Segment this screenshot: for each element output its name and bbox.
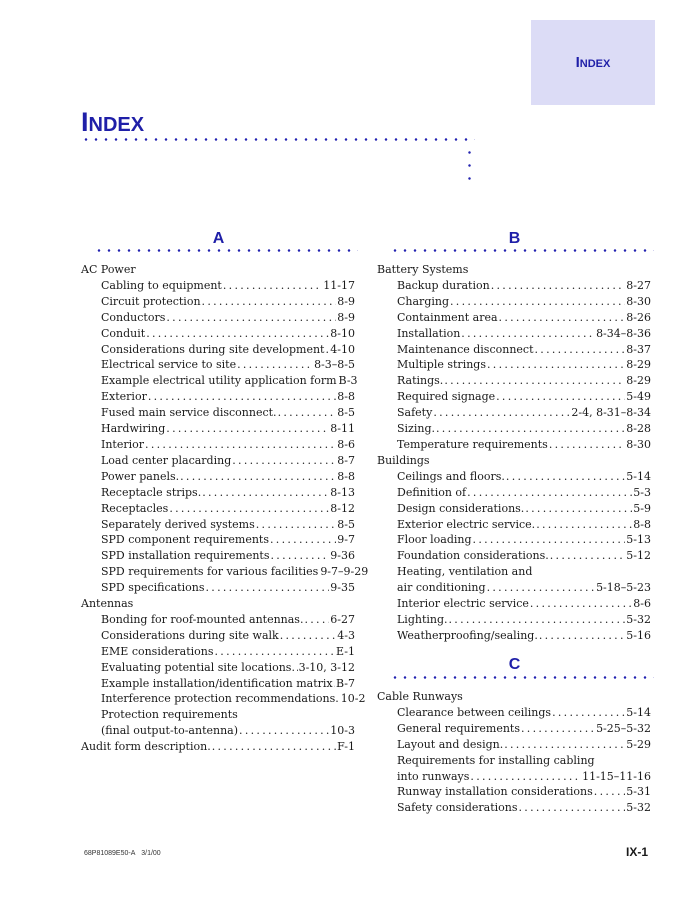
dot-leader	[506, 469, 625, 485]
dot-leader	[525, 501, 632, 517]
dot-leader	[487, 357, 625, 373]
index-entry	[81, 691, 366, 707]
index-entry-page: 8-9	[337, 294, 355, 308]
index-entry-text: Bonding for roof-mounted antennas.	[101, 612, 304, 626]
index-entry	[377, 800, 651, 816]
index-entry-page: 8-8	[633, 517, 651, 531]
index-heading: AC Power	[81, 263, 136, 276]
footer-doc-info	[84, 850, 161, 857]
index-entry-page: 8-34–8-36	[596, 326, 651, 340]
index-entry-text: Requirements for installing cabling	[397, 753, 595, 767]
footer-date: 3/1/00	[141, 850, 161, 857]
index-entry-page: 8-8	[337, 469, 355, 483]
index-entry-text: Load center placarding	[101, 453, 232, 467]
section-tab-label: INDEX	[575, 53, 611, 71]
dot-leader	[433, 405, 570, 421]
index-entry-text: Ceilings and floors.	[397, 469, 505, 483]
section-c-rule-dots	[390, 676, 654, 679]
index-entry-text: SPD specifications	[101, 581, 205, 595]
index-entry-page: 8-30	[626, 437, 651, 451]
index-entry-text: Evaluating potential site locations.	[101, 660, 295, 674]
dot-leader	[521, 721, 595, 737]
index-entry	[81, 405, 355, 421]
dot-leader	[436, 421, 625, 437]
index-entry	[377, 737, 651, 753]
index-entry-page: 8-10	[330, 326, 355, 340]
index-entry-page: 10-2	[340, 692, 366, 706]
dot-leader	[496, 389, 625, 405]
dot-leader	[461, 326, 595, 342]
index-entry-text: Example installation/identification matrix	[101, 676, 333, 690]
dot-leader	[444, 373, 625, 389]
dot-leader	[239, 723, 329, 739]
index-entry	[81, 357, 355, 373]
index-entry-text: Foundation considerations.	[397, 549, 549, 563]
dot-leader	[536, 517, 632, 533]
index-entry-text: Protection requirements	[101, 708, 238, 722]
dot-leader	[487, 580, 596, 596]
index-entry-page: 5-18–5-23	[596, 581, 651, 595]
index-entry-text: Fused main service disconnect.	[101, 406, 277, 420]
index-entry-text: Example electrical utility application form	[101, 374, 337, 388]
index-entry	[81, 739, 355, 755]
section-b-rule-dots	[390, 249, 654, 252]
index-entry-text: SPD component requirements	[101, 533, 269, 547]
index-entry-text: Conduit	[101, 326, 146, 340]
index-entry	[81, 373, 358, 389]
index-entry-page: 8-27	[626, 278, 651, 292]
dot-leader	[499, 310, 626, 326]
index-entry-page: 8-28	[626, 422, 651, 436]
index-entry	[81, 310, 355, 326]
index-entry	[81, 453, 355, 469]
index-entry-text: Definition of	[397, 485, 467, 499]
index-heading: Buildings	[377, 453, 430, 467]
index-entry	[81, 278, 355, 294]
index-column-b	[377, 262, 651, 644]
index-entry-page: 5-32	[626, 801, 651, 815]
dot-leader	[148, 389, 336, 405]
index-entry-page: 9-35	[330, 581, 355, 595]
dot-leader	[504, 737, 625, 753]
index-entry	[377, 389, 651, 405]
index-entry-page: 8-5	[337, 517, 355, 531]
index-entry	[377, 705, 651, 721]
index-heading: Battery Systems	[377, 263, 469, 276]
index-entry	[377, 310, 651, 326]
dot-leader	[325, 342, 329, 358]
dot-leader	[535, 342, 626, 358]
dot-leader	[470, 769, 581, 785]
dot-leader	[519, 800, 626, 816]
dot-leader	[180, 469, 336, 485]
index-entry	[81, 644, 355, 660]
dot-leader	[491, 278, 626, 294]
dot-leader	[232, 453, 336, 469]
index-entry-text: EME considerations	[101, 644, 214, 658]
index-entry-page: E-1	[336, 644, 355, 658]
index-entry-text: Safety considerations	[397, 801, 518, 815]
dot-leader	[169, 501, 329, 517]
dot-leader	[449, 612, 626, 628]
section-letter-a: A	[212, 230, 225, 247]
title-rule-dots	[81, 138, 475, 141]
index-entry-text: Charging	[397, 294, 450, 308]
index-entry	[377, 485, 651, 501]
index-entry	[377, 405, 651, 421]
index-entry-text: Interference protection recommendations.	[101, 692, 339, 706]
title-rule-dots-vertical	[468, 146, 471, 190]
index-entry-text: Weatherproofing/sealing.	[397, 628, 538, 642]
dot-leader	[202, 294, 337, 310]
index-entry-two-line	[377, 753, 651, 785]
dot-leader	[223, 278, 322, 294]
index-entry-page: 9-36	[330, 549, 355, 563]
index-entry-continuation	[397, 769, 651, 785]
index-entry	[81, 517, 355, 533]
index-entry-text: Temperature requirements	[397, 437, 548, 451]
footer-page-number: IX-1	[626, 845, 649, 859]
index-entry-page: 8-6	[633, 597, 651, 611]
dot-leader	[473, 532, 626, 548]
footer-doc-id: 68P81089E50-A	[84, 850, 136, 857]
index-entry-text: Runway installation considerations	[397, 785, 593, 799]
index-entry	[81, 676, 355, 692]
index-entry-page: 10-3	[330, 724, 355, 738]
index-entry-text: Power panels.	[101, 469, 180, 483]
index-entry-page: 5-32	[626, 612, 651, 626]
index-entry	[377, 532, 651, 548]
dot-leader	[296, 660, 298, 676]
index-entry-text: Considerations during site walk	[101, 628, 279, 642]
dot-leader	[146, 326, 329, 342]
dot-leader	[594, 784, 625, 800]
index-entry-text: General requirements	[397, 721, 520, 735]
index-entry	[81, 421, 355, 437]
index-entry-text: SPD requirements for various facilities	[101, 565, 319, 579]
dot-leader	[271, 548, 330, 564]
index-entry-page: 8-8	[337, 390, 355, 404]
dot-leader	[166, 421, 329, 437]
index-entry-text: Design considerations.	[397, 501, 525, 515]
index-entry	[377, 469, 651, 485]
index-entry-text: Interior electric service	[397, 597, 529, 611]
index-entry-continuation	[101, 723, 355, 739]
index-entry-text: Backup duration	[397, 278, 490, 292]
page-title: INDEX	[81, 107, 145, 137]
index-entry-page: 4-3	[337, 628, 355, 642]
index-entry-page: 5-14	[626, 469, 651, 483]
index-entry-continuation	[397, 580, 651, 596]
dot-leader	[278, 405, 337, 421]
index-entry-text: Sizing.	[397, 422, 435, 436]
index-entry-page: 8-37	[626, 342, 651, 356]
index-entry-text: Layout and design.	[397, 737, 504, 751]
index-entry-text: (final output-to-antenna)	[101, 724, 239, 738]
index-entry-text: Clearance between ceilings	[397, 705, 552, 719]
index-entry-page: 8-29	[626, 374, 651, 388]
index-entry-page: 5-3	[633, 485, 651, 499]
index-entry-text: Installation	[397, 326, 461, 340]
index-entry-page: 3-10, 3-12	[298, 660, 355, 674]
index-entry	[81, 437, 355, 453]
index-entry-page: 8-26	[626, 310, 651, 324]
index-entry	[377, 326, 651, 342]
index-entry-text: Safety	[397, 406, 433, 420]
dot-leader	[539, 628, 625, 644]
dot-leader	[530, 596, 632, 612]
dot-leader	[205, 580, 329, 596]
dot-leader	[270, 532, 336, 548]
index-entry-text: Considerations during site development	[101, 342, 325, 356]
dot-leader	[145, 437, 336, 453]
dot-leader	[334, 676, 335, 692]
index-entry	[377, 612, 651, 628]
index-entry	[377, 501, 651, 517]
index-entry-text: air conditioning	[397, 581, 486, 595]
index-entry	[81, 548, 355, 564]
index-entry	[81, 612, 355, 628]
index-entry	[81, 564, 369, 580]
index-entry	[377, 278, 651, 294]
index-entry-two-line	[377, 564, 651, 596]
index-entry-text: Receptacle strips.	[101, 485, 202, 499]
index-entry-text: SPD installation requirements	[101, 549, 270, 563]
dot-leader	[212, 739, 336, 755]
index-entry-text: Audit form description.	[81, 740, 211, 754]
index-entry	[377, 721, 651, 737]
index-entry-text: Exterior electric service.	[397, 517, 536, 531]
index-entry-page: 9-7–9-29	[320, 565, 369, 579]
index-entry-page: 11-15–11-16	[582, 769, 651, 783]
dot-leader	[202, 485, 329, 501]
index-entry-page: 8-11	[330, 422, 355, 436]
index-column-a	[81, 262, 369, 755]
index-entry	[377, 596, 651, 612]
index-entry-page: 8-6	[337, 437, 355, 451]
index-entry-text: Hardwiring	[101, 422, 166, 436]
index-entry-page: 5-13	[626, 533, 651, 547]
index-entry-page: 8-13	[330, 485, 355, 499]
index-entry-page: 8-12	[330, 501, 355, 515]
index-entry	[81, 294, 355, 310]
index-entry-text: Floor loading	[397, 533, 472, 547]
index-entry-text: Containment area	[397, 310, 498, 324]
section-letter-b: B	[508, 230, 521, 247]
index-entry-page: 9-7	[337, 533, 355, 547]
index-entry-page: 5-31	[626, 785, 651, 799]
index-entry	[377, 784, 651, 800]
dot-leader	[166, 310, 336, 326]
index-entry-text: Circuit protection	[101, 294, 201, 308]
dot-leader	[549, 437, 625, 453]
index-entry-text: Maintenance disconnect	[397, 342, 534, 356]
index-entry-page: 2-4, 8-31–8-34	[571, 406, 651, 420]
index-entry-page: B-7	[335, 676, 355, 690]
dot-leader	[550, 548, 626, 564]
index-entry-text: Separately derived systems	[101, 517, 255, 531]
section-a-rule-dots	[94, 249, 358, 252]
index-entry	[81, 580, 355, 596]
index-entry-text: Electrical service to site	[101, 358, 237, 372]
index-entry-text: Conductors	[101, 310, 166, 324]
index-entry	[377, 517, 651, 533]
index-entry	[377, 548, 651, 564]
index-entry-page: 8-29	[626, 358, 651, 372]
index-entry	[81, 628, 355, 644]
index-entry	[377, 342, 651, 358]
index-entry	[81, 389, 355, 405]
index-entry	[377, 437, 651, 453]
index-entry-text: Required signage	[397, 390, 496, 404]
index-entry	[377, 294, 651, 310]
index-entry-text: Lighting.	[397, 612, 448, 626]
index-entry-text: Multiple strings	[397, 358, 486, 372]
index-entry	[377, 421, 651, 437]
index-entry	[377, 628, 651, 644]
index-entry	[81, 485, 355, 501]
dot-leader	[304, 612, 329, 628]
index-entry-text: Receptacles	[101, 501, 169, 515]
index-entry-page: 5-49	[626, 390, 651, 404]
index-entry-page: 8-9	[337, 310, 355, 324]
index-entry-text: Heating, ventilation and	[397, 565, 533, 579]
index-entry-page: 5-12	[626, 549, 651, 563]
index-entry-text: Interior	[101, 437, 145, 451]
dot-leader	[467, 485, 632, 501]
index-entry-page: 4-10	[330, 342, 355, 356]
dot-leader	[215, 644, 336, 660]
index-entry-page: F-1	[337, 740, 355, 754]
index-entry-page: 5-25–5-32	[596, 721, 651, 735]
index-entry	[81, 342, 355, 358]
index-entry	[377, 373, 651, 389]
index-entry-two-line	[81, 707, 355, 739]
dot-leader	[552, 705, 625, 721]
index-entry-text: Cabling to equipment	[101, 278, 222, 292]
index-entry-page: 8-3–8-5	[314, 358, 355, 372]
index-entry	[81, 660, 355, 676]
index-entry-page: 5-9	[633, 501, 651, 515]
index-entry-page: 8-7	[337, 453, 355, 467]
index-entry	[81, 326, 355, 342]
index-entry-page: 5-29	[626, 737, 651, 751]
index-entry-text: Exterior	[101, 390, 147, 404]
section-letter-c: C	[508, 656, 521, 673]
index-column-c	[377, 689, 651, 816]
index-heading: Antennas	[81, 597, 134, 611]
index-entry-page: 11-17	[323, 278, 355, 292]
index-entry-page: 6-27	[330, 612, 355, 626]
index-entry	[81, 532, 355, 548]
dot-leader	[280, 628, 337, 644]
index-entry	[81, 501, 355, 517]
dot-leader	[450, 294, 625, 310]
index-entry	[81, 469, 355, 485]
index-entry-text: into runways	[397, 769, 470, 783]
dot-leader	[256, 517, 337, 533]
index-entry-page: 8-5	[337, 406, 355, 420]
index-entry-page: 8-30	[626, 294, 651, 308]
index-entry-page: 5-16	[626, 628, 651, 642]
index-entry-text: Ratings.	[397, 374, 444, 388]
index-entry-page: 5-14	[626, 705, 651, 719]
index-entry	[377, 357, 651, 373]
dot-leader	[237, 357, 313, 373]
index-heading: Cable Runways	[377, 690, 463, 703]
index-entry-page: B-3	[338, 374, 358, 388]
section-tab	[531, 20, 655, 105]
